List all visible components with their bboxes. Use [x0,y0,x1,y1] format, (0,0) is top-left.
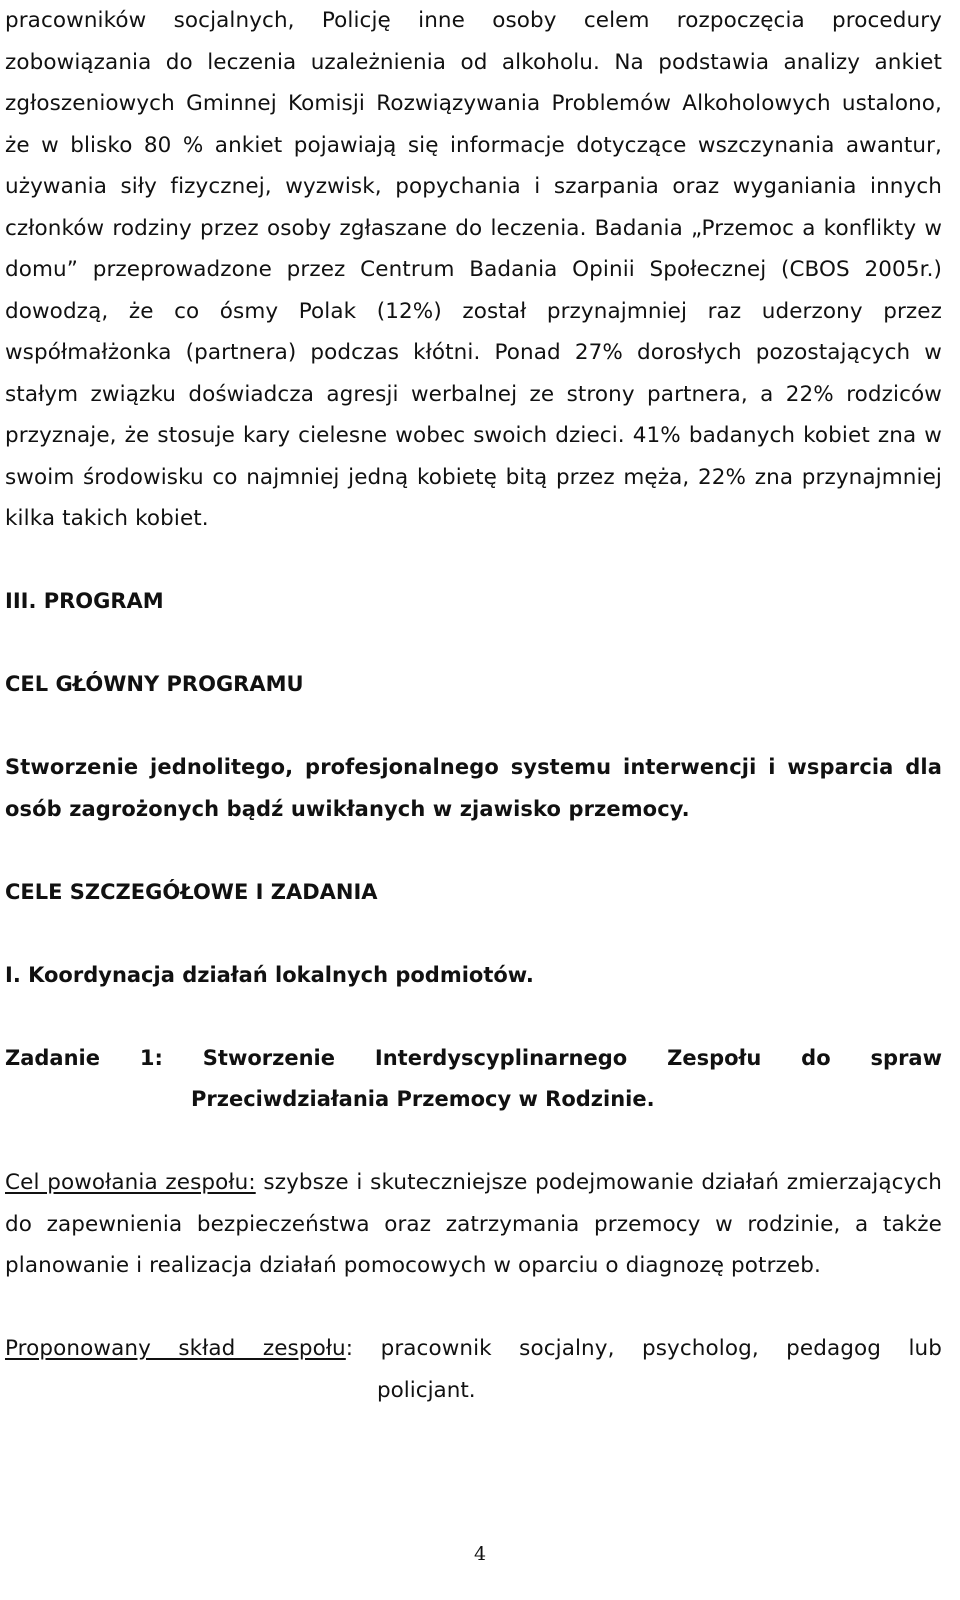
specific-goals-heading: CELE SZCZEGÓŁOWE I ZADANIA [5,879,378,904]
purpose-label: Cel powołania zespołu: [5,1170,256,1195]
composition-label: Proponowany skład zespołu [5,1336,346,1361]
composition-continuation: policjant. [377,1377,476,1403]
document-page [5,0,942,1411]
task-one-line1: Zadanie 1: Stworzenie Interdyscyplinarnego Zespołu do spraw [5,1045,942,1070]
intro-paragraph: pracowników socjalnych, Policję inne osoby celem rozpoczęcia procedury zobowiązania do leczenia uzależnienia od alkoholu. Na podstawia analizy ankiet zgłoszeniowych Gminnej Komisji Rozwiązywania Problemów Alkoholowych ustalono, że w blisko 80 % ankiet pojawiają się informacje dotyczące wszczynania awantur, używania siły fizycznej, wyzwisk, popychania i szarpania oraz wyganiania innych członków rodziny przez osoby zgłaszane do leczenia. Badania „Przemoc a konflikty w domu” przeprowadzone przez Centrum Badania Opinii Społecznej (CBOS 2005r.) dowodzą, że co ósmy Polak (12%) został przynajmniej raz uderzony przez współmałżonka (partnera) podczas kłótni. Ponad 27% dorosłych pozostających w stałym związku doświadcza agresji werbalnej ze strony partnera, a 22% rodziców przyznaje, że stosuje kary cielesne wobec swoich dzieci. 41% badanych kobiet zna w swoim środowisku co najmniej jedną kobietę bitą przez męża, 22% zna przynajmniej kilka takich kobiet. [5,8,942,531]
purpose-text: szybsze i skuteczniejsze podejmowanie działań zmierzających do zapewnienia bezpieczeństwa oraz zatrzymania przemocy w rodzinie, a także planowanie i realizacja działań pomocowych w oparciu o diagnozę potrzeb. [5,1170,942,1278]
main-goal-text: Stworzenie jednolitego, profesjonalnego systemu interwencji i wsparcia dla osób zagrożonych bądź uwikłanych w zjawisko przemocy. [5,755,942,821]
task-one-line2: Przeciwdziałania Przemocy w Rodzinie. [191,1087,655,1111]
main-goal-heading: CEL GŁÓWNY PROGRAMU [5,672,304,696]
composition-text: : pracownik socjalny, psycholog, pedagog lub [345,1336,942,1361]
goal-one-heading: I. Koordynacja działań lokalnych podmiotów. [5,962,534,987]
page-number: 4 [473,1543,487,1565]
composition-paragraph [5,1328,942,1370]
section-heading: III. PROGRAM [5,589,164,613]
purpose-paragraph [5,1162,942,1287]
task-one-title [5,1038,942,1080]
